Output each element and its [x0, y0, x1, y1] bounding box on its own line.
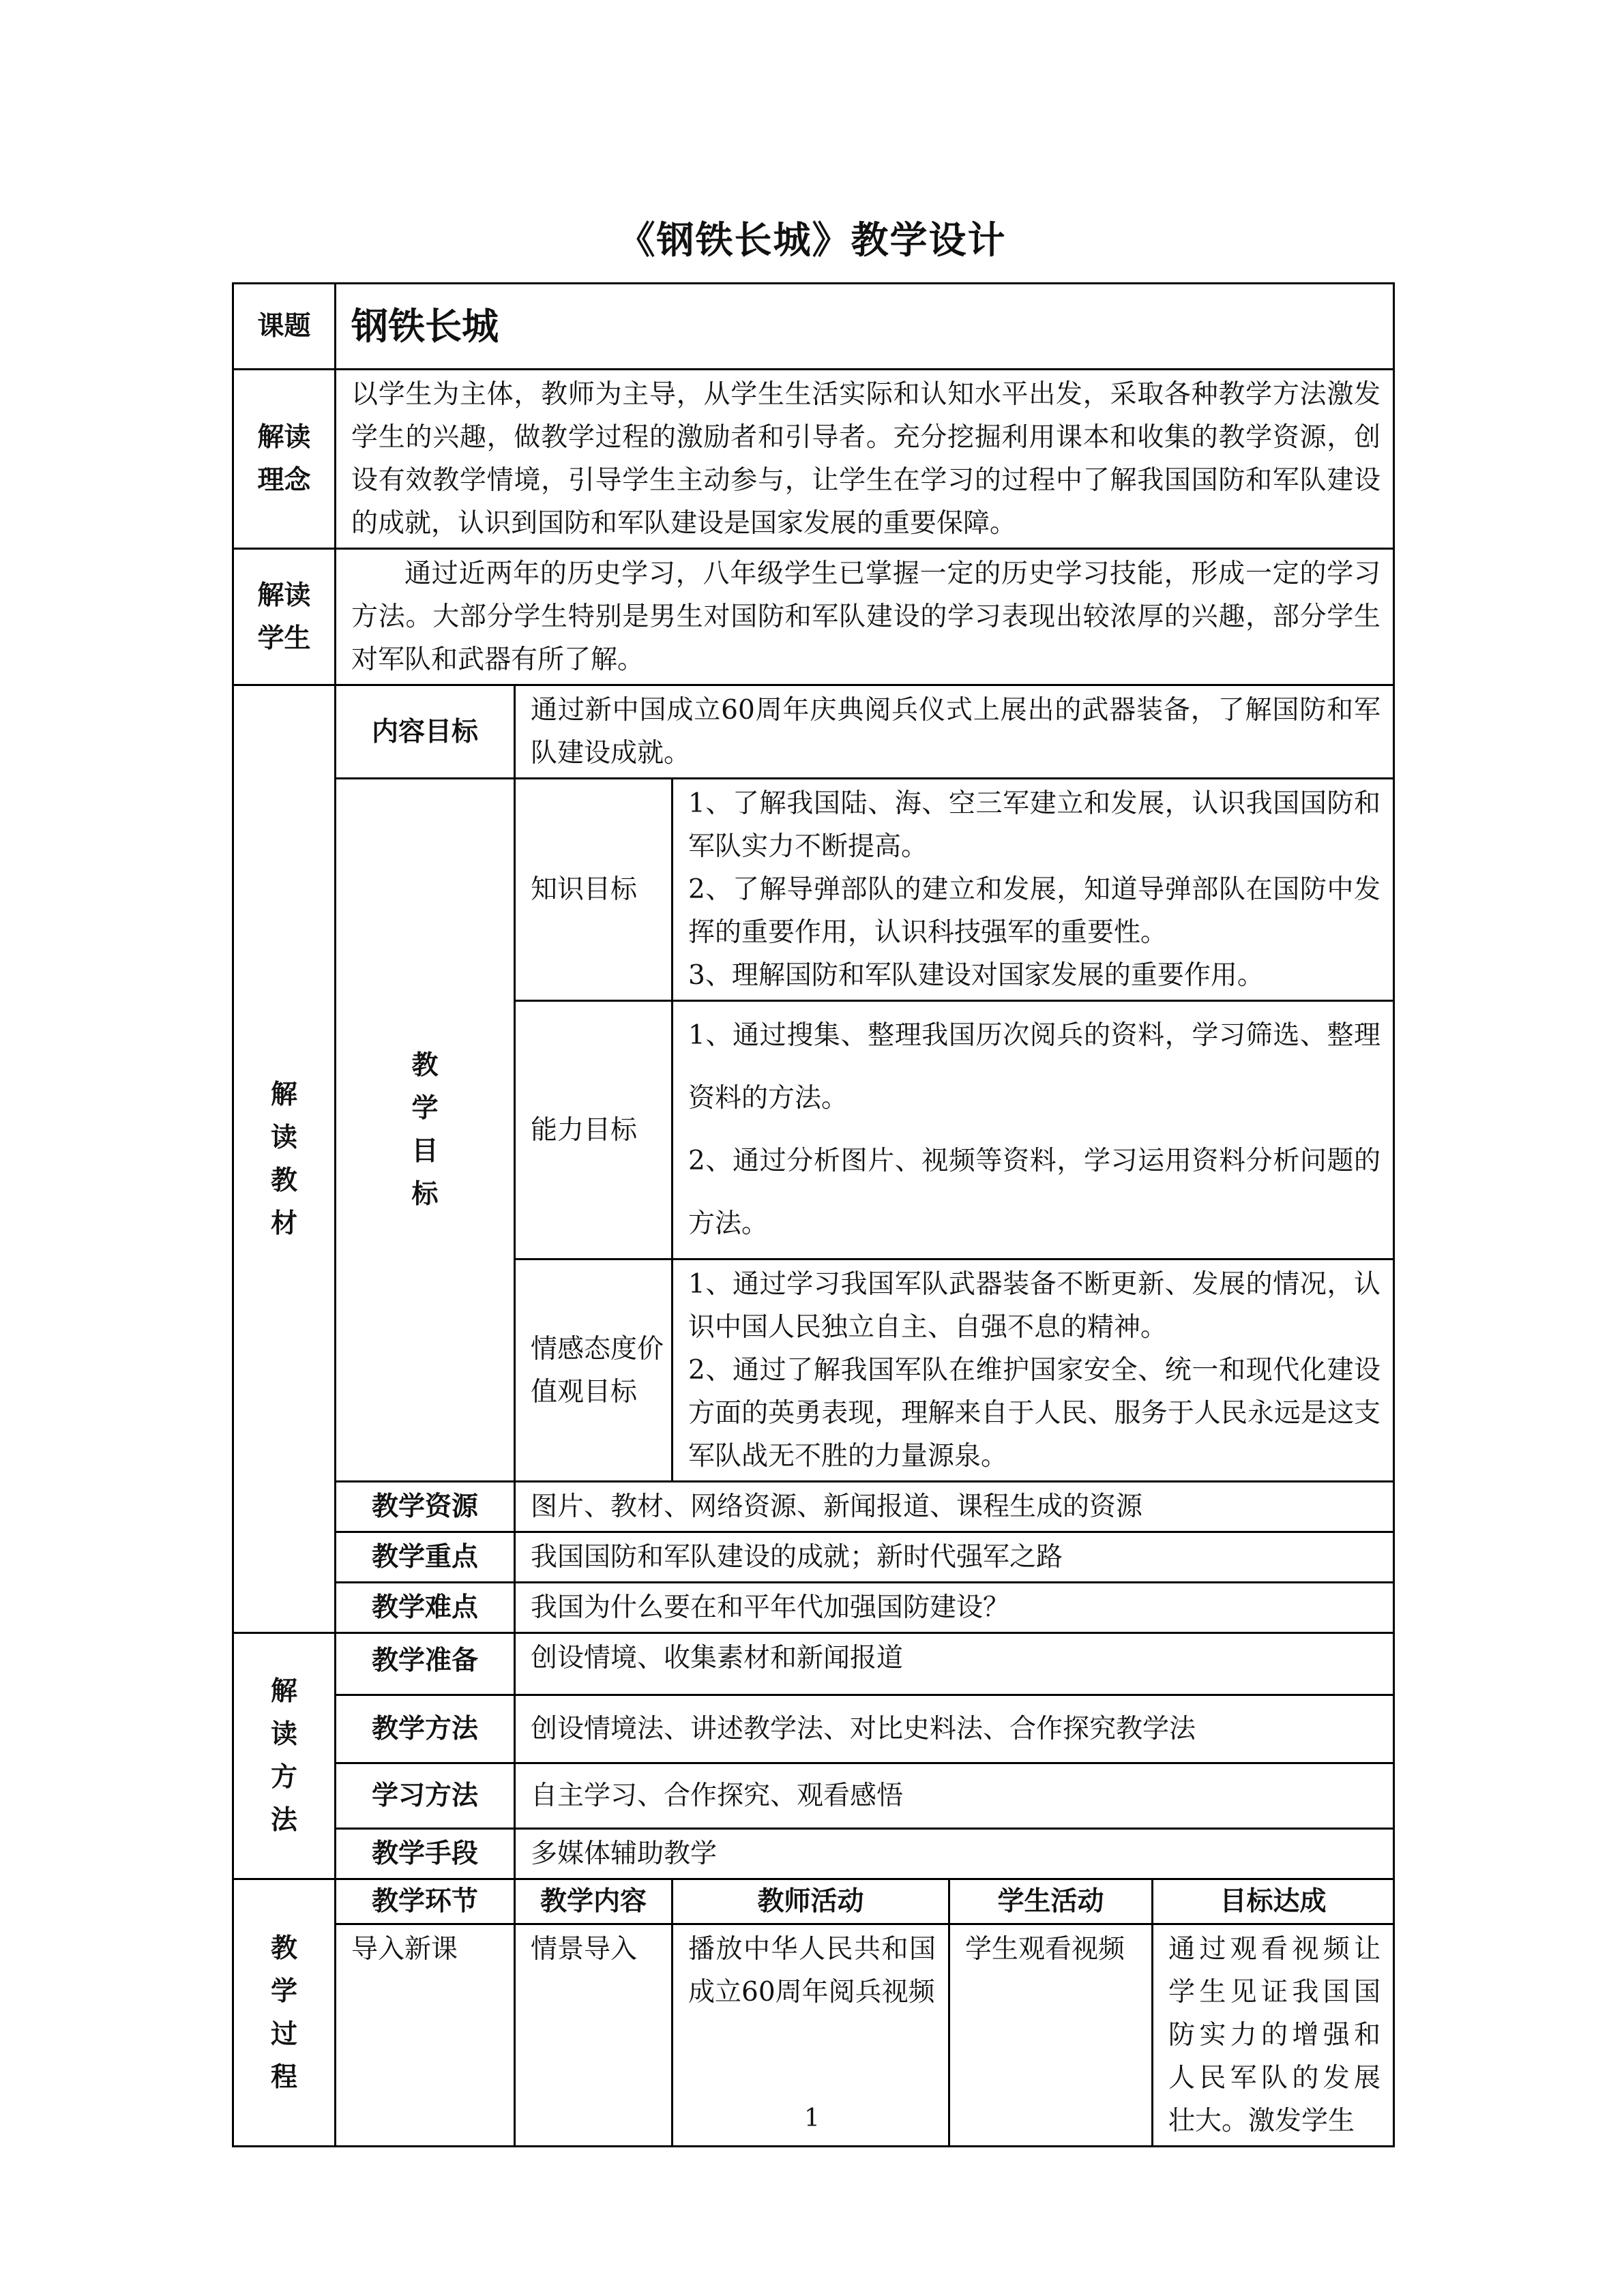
concept-text: 以学生为主体，教师为主导，从学生生活实际和认知水平出发，采取各种教学方法激发学生的兴趣，做教学过程的激励者和引导者。充分挖掘利用课本和收集的教学资源，创设有效教学情境，引导学生主动参与，让学生在学习的过程中了解我国国防和军队建设的成就，认识到国防和军队建设是国家发展的重要保障。: [336, 370, 1394, 549]
difficulty-row: [233, 1583, 1394, 1633]
knowledge-goal-row: [233, 779, 1394, 1001]
document-title: 《钢铁长城》教学设计: [617, 218, 1007, 262]
knowledge-goal-item: 1、了解我国陆、海、空三军建立和发展，认识我国国防和军队实力不断提高。: [688, 788, 1381, 862]
students-text: 通过近两年的历史学习，八年级学生已掌握一定的历史学习技能，形成一定的学习方法。大部分学生特别是男生对国防和军队建设的学习表现出较浓厚的兴趣，部分学生对军队和武器有所了解。: [336, 549, 1394, 685]
students-row: [233, 549, 1394, 685]
means-row: [233, 1829, 1394, 1879]
ability-goal-label: 能力目标: [515, 1001, 673, 1259]
resources-label: 教学资源: [336, 1482, 515, 1532]
emotion-goal-list: [673, 1259, 1394, 1482]
knowledge-goal-item: 3、理解国防和军队建设对国家发展的重要作用。: [688, 960, 1264, 991]
process-goal: 通过观看视频让学生见证我国国防实力的增强和人民军队的发展壮大。激发学生: [1153, 1924, 1394, 2147]
emotion-goal-item: 2、通过了解我国军队在维护国家安全、统一和现代化建设方面的英勇表现，理解来自于人民、服务于人民永远是这支军队战无不胜的力量源泉。: [688, 1355, 1381, 1472]
topic-row: [233, 284, 1394, 370]
key-point-text: 我国国防和军队建设的成就；新时代强军之路: [515, 1532, 1394, 1583]
learning-method-row: [233, 1763, 1394, 1829]
ability-goal-item: 2、通过分析图片、视频等资料，学习运用资料分析问题的方法。: [688, 1146, 1381, 1239]
ability-goal-item: 1、通过搜集、整理我国历次阅兵的资料，学习筛选、整理资料的方法。: [688, 1020, 1381, 1114]
learning-method-label: 学习方法: [336, 1763, 515, 1829]
key-point-label: 教学重点: [336, 1532, 515, 1583]
learning-method-text: 自主学习、合作探究、观看感悟: [515, 1763, 1394, 1829]
students-label: 解读 学生: [233, 549, 336, 685]
process-teacher: 播放中华人民共和国成立60周年阅兵视频: [673, 1924, 949, 2147]
difficulty-text: 我国为什么要在和平年代加强国防建设？: [515, 1583, 1394, 1633]
topic-label: 课题: [233, 284, 336, 370]
ability-goal-list: [673, 1001, 1394, 1259]
knowledge-goal-list: [673, 779, 1394, 1001]
material-label: 解 读 教 材: [233, 685, 336, 1633]
content-goal-row: [233, 685, 1394, 779]
topic-value: 钢铁长城: [336, 284, 1394, 370]
means-text: 多媒体辅助教学: [515, 1829, 1394, 1879]
process-header-stage: 教学环节: [336, 1879, 515, 1924]
content-goal-label: 内容目标: [336, 685, 515, 779]
resources-text: 图片、教材、网络资源、新闻报道、课程生成的资源: [515, 1482, 1394, 1532]
process-content: 情景导入: [515, 1924, 673, 2147]
content-goal-text: 通过新中国成立60周年庆典阅兵仪式上展出的武器装备，了解国防和军队建设成就。: [515, 685, 1394, 779]
teaching-method-label: 教学方法: [336, 1695, 515, 1763]
emotion-goal-label: 情感态度价值观目标: [515, 1259, 673, 1482]
process-header-content: 教学内容: [515, 1879, 673, 1924]
process-header-row: [233, 1879, 1394, 1924]
emotion-goal-item: 1、通过学习我国军队武器装备不断更新、发展的情况，认识中国人民独立自主、自强不息的精神。: [688, 1269, 1381, 1343]
page-number: 1: [804, 2104, 820, 2132]
process-header-teacher: 教师活动: [673, 1879, 949, 1924]
teaching-method-row: [233, 1695, 1394, 1763]
method-label: 解 读 方 法: [233, 1633, 336, 1879]
prep-text: 创设情境、收集素材和新闻报道: [515, 1633, 1394, 1695]
teaching-method-text: 创设情境法、讲述教学法、对比史料法、合作探究教学法: [515, 1695, 1394, 1763]
resources-row: [233, 1482, 1394, 1532]
means-label: 教学手段: [336, 1829, 515, 1879]
process-student: 学生观看视频: [949, 1924, 1153, 2147]
key-point-row: [233, 1532, 1394, 1583]
knowledge-goal-label: 知识目标: [515, 779, 673, 1001]
process-stage: 导入新课: [336, 1924, 515, 2147]
process-header-goal: 目标达成: [1153, 1879, 1394, 1924]
concept-label: 解读 理念: [233, 370, 336, 549]
lesson-plan-table: [232, 282, 1395, 2147]
teaching-goal-label: 教 学 目 标: [336, 779, 515, 1482]
prep-row: [233, 1633, 1394, 1695]
process-label: 教 学 过 程: [233, 1879, 336, 2147]
knowledge-goal-item: 2、了解导弹部队的建立和发展，知道导弹部队在国防中发挥的重要作用，认识科技强军的重要性。: [688, 874, 1381, 948]
prep-label: 教学准备: [336, 1633, 515, 1695]
difficulty-label: 教学难点: [336, 1583, 515, 1633]
process-header-student: 学生活动: [949, 1879, 1153, 1924]
concept-row: [233, 370, 1394, 549]
